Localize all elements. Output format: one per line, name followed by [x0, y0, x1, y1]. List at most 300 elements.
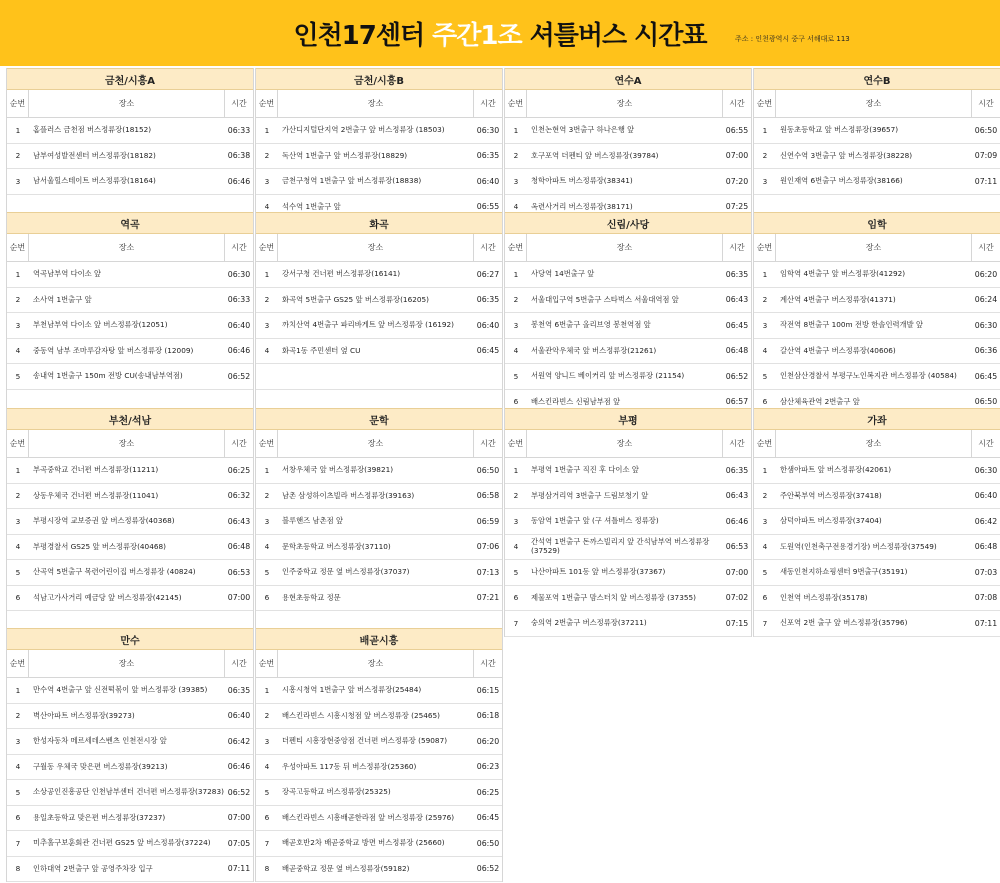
column-header: [256, 650, 502, 678]
stop-number: 3: [15, 176, 21, 186]
column-header: [505, 234, 751, 262]
stop-place: 소사역 1번출구 앞: [33, 294, 92, 304]
stop-number: 1: [15, 125, 21, 135]
stop-time: 07:06: [476, 542, 500, 552]
stop-place: 삼덕아파트 버스정류장(37404): [780, 516, 882, 526]
stop-number: 4: [513, 542, 519, 552]
stop-time: 07:08: [974, 593, 998, 603]
stop-number: 4: [264, 762, 270, 772]
stop-time: 06:35: [227, 685, 251, 695]
column-header-time: 시간: [729, 439, 745, 448]
stop-time: 06:30: [227, 269, 251, 279]
column-header: [505, 430, 751, 458]
table-row: [7, 857, 253, 883]
table-row: [7, 364, 253, 390]
stop-number: 2: [513, 295, 519, 305]
stop-place: 인천논현역 3번출구 하나은행 앞: [531, 125, 635, 135]
stop-place: 숭의역 2번출구 버스정류장(37211): [531, 618, 647, 628]
stop-time: 07:21: [476, 593, 500, 603]
table-row: [754, 144, 1000, 170]
table-row: [7, 535, 253, 561]
table-row: [754, 535, 1000, 561]
route-name: 임학: [754, 212, 1000, 234]
route-section: [255, 408, 503, 637]
route-name: 만수: [7, 628, 253, 650]
column-header-place: 장소: [776, 90, 972, 117]
stop-number: 7: [513, 618, 519, 628]
table-row: [7, 755, 253, 781]
stop-place: 산곡역 5번출구 목련어린이집 버스정류장 (40824): [33, 567, 196, 577]
table-row: [256, 535, 502, 561]
stop-place: 부평시장역 교보증권 앞 버스정류장(40368): [33, 516, 175, 526]
stop-time: 07:00: [227, 593, 251, 603]
stop-place: 갈산역 4번출구 버스정류장(40606): [780, 345, 896, 355]
stop-number: 4: [762, 542, 768, 552]
stop-number: 4: [264, 346, 270, 356]
column-header-no: 순번: [7, 650, 29, 677]
stop-number: 3: [15, 736, 21, 746]
column-header-no: 순번: [754, 234, 776, 261]
column-header: [7, 90, 253, 118]
column-header-no: 순번: [256, 650, 278, 677]
route-section: [255, 628, 503, 882]
stop-number: 5: [762, 567, 768, 577]
column-header-time: 시간: [729, 99, 745, 108]
stop-time: 06:23: [476, 762, 500, 772]
stop-place: 중동역 남부 조마루감자탕 앞 버스정류장 (12009): [33, 345, 194, 355]
stop-time: 06:48: [227, 542, 251, 552]
stop-number: 3: [513, 516, 519, 526]
stop-time: 06:50: [476, 465, 500, 475]
stop-place: 독산역 1번출구 앞 버스정류장(18829): [282, 150, 408, 160]
stop-time: 06:15: [476, 685, 500, 695]
stop-time: 06:52: [227, 371, 251, 381]
stop-time: 06:43: [227, 516, 251, 526]
stop-number: 2: [762, 491, 768, 501]
stop-number: 1: [15, 685, 21, 695]
column-header: [505, 90, 751, 118]
stop-time: 06:45: [476, 346, 500, 356]
stop-time: 06:40: [476, 176, 500, 186]
stop-place: 부평역 1번출구 직진 후 다이소 앞: [531, 465, 639, 475]
stop-place: 부평경찰서 GS25 앞 버스정류장(40468): [33, 541, 166, 551]
stop-number: 6: [762, 593, 768, 603]
route-name: 배곧시흥: [256, 628, 502, 650]
stop-number: 3: [264, 320, 270, 330]
stop-place: 봉천역 6번출구 올리브영 봉천역점 앞: [531, 320, 651, 330]
table-row: [505, 364, 751, 390]
stop-number: 2: [762, 151, 768, 161]
route-section: [255, 212, 503, 415]
stop-place: 옥련사거리 버스정류장(38171): [531, 201, 633, 211]
stop-place: 홈플러스 금천점 버스정류장(18152): [33, 125, 152, 135]
table-row: [505, 535, 751, 561]
stop-number: 1: [15, 269, 21, 279]
stop-place: 용일초등학교 맞은편 버스정류장(37237): [33, 812, 166, 822]
stop-number: 2: [264, 491, 270, 501]
column-header: [256, 234, 502, 262]
route-name: 연수B: [754, 68, 1000, 90]
stop-time: 06:43: [725, 491, 749, 501]
column-header-place: 장소: [278, 234, 474, 261]
stop-place: 블루핸즈 남촌점 앞: [282, 516, 344, 526]
route-section: [6, 628, 254, 882]
stop-time: 07:09: [974, 151, 998, 161]
column-header-place: 장소: [776, 234, 972, 261]
route-name: 연수A: [505, 68, 751, 90]
stop-number: 4: [264, 542, 270, 552]
stop-time: 06:48: [725, 346, 749, 356]
stop-number: 4: [264, 202, 270, 212]
stop-number: 3: [264, 176, 270, 186]
route-name: 금천/시흥A: [7, 68, 253, 90]
stop-number: 1: [264, 465, 270, 475]
stop-number: 2: [15, 295, 21, 305]
stop-number: 4: [15, 346, 21, 356]
stop-time: 07:00: [227, 813, 251, 823]
stop-number: 2: [762, 295, 768, 305]
stop-number: 7: [762, 618, 768, 628]
stop-place: 화곡1동 주민센터 옆 CU: [282, 345, 361, 355]
table-row: [7, 704, 253, 730]
stop-time: 07:02: [725, 593, 749, 603]
table-row: [7, 339, 253, 365]
column-header-no: 순번: [256, 430, 278, 457]
stop-number: 2: [264, 295, 270, 305]
table-row: [256, 806, 502, 832]
column-header-time: 시간: [231, 243, 247, 252]
column-header-time: 시간: [978, 99, 994, 108]
column-header-place: 장소: [29, 90, 225, 117]
route-section: [753, 212, 1000, 415]
stop-number: 2: [513, 491, 519, 501]
table-row: [256, 704, 502, 730]
column-header-no: 순번: [7, 430, 29, 457]
stop-place: 남부여성발전센터 버스정류장(18182): [33, 150, 156, 160]
table-row: [7, 560, 253, 586]
stop-number: 5: [15, 567, 21, 577]
stop-time: 06:30: [974, 465, 998, 475]
stop-time: 06:40: [227, 711, 251, 721]
table-row: [505, 611, 751, 637]
column-header-place: 장소: [278, 430, 474, 457]
route-section: [6, 68, 254, 220]
stop-number: 6: [762, 397, 768, 407]
table-row: [256, 144, 502, 170]
stop-number: 5: [264, 567, 270, 577]
column-header: [754, 430, 1000, 458]
stop-time: 06:33: [227, 295, 251, 305]
stop-place: 배스킨라빈스 시흥배곧한라점 앞 버스정류장 (25976): [282, 812, 455, 822]
stop-number: 6: [513, 397, 519, 407]
stop-time: 06:43: [725, 295, 749, 305]
stop-time: 07:00: [725, 567, 749, 577]
stop-time: 06:59: [476, 516, 500, 526]
column-header-time: 시간: [480, 659, 496, 668]
stop-place: 청학아파트 버스정류장(38341): [531, 176, 633, 186]
column-header-place: 장소: [776, 430, 972, 457]
stop-place: 호구포역 더펜티 앞 버스정류장(39784): [531, 150, 659, 160]
stop-number: 7: [264, 838, 270, 848]
address-text: 주소 : 인천광역시 중구 서해대로 113: [735, 35, 850, 43]
stop-place: 석남고가사거리 예금당 앞 버스정류장(42145): [33, 592, 182, 602]
stop-place: 용현초등학교 정문: [282, 592, 341, 602]
stop-place: 서울관악우체국 앞 버스정류장(21261): [531, 345, 657, 355]
table-row: [754, 339, 1000, 365]
stop-time: 07:20: [725, 176, 749, 186]
stop-place: 석수역 1번출구 앞: [282, 201, 341, 211]
stop-number: 8: [264, 864, 270, 874]
table-row: [7, 678, 253, 704]
route-section: [753, 68, 1000, 220]
stop-place: 새동인천지하쇼핑센터 9번출구(35191): [780, 567, 908, 577]
table-row: [505, 484, 751, 510]
stop-time: 06:32: [227, 491, 251, 501]
route-section: [6, 408, 254, 637]
table-row: [505, 458, 751, 484]
route-name: 역곡: [7, 212, 253, 234]
stop-number: 4: [15, 542, 21, 552]
stop-place: 더펜티 시흥장현중앙점 건너편 버스정류장 (59087): [282, 736, 448, 746]
stop-time: 06:53: [227, 567, 251, 577]
table-row: [256, 560, 502, 586]
stop-time: 07:05: [227, 838, 251, 848]
column-header-no: 순번: [754, 90, 776, 117]
stop-place: 도원역(인천축구전용경기장) 버스정류장(37549): [780, 541, 937, 551]
stop-number: 3: [513, 320, 519, 330]
table-row: [7, 806, 253, 832]
stop-time: 06:24: [974, 295, 998, 305]
stop-place: 배곧호반2차 배곧중학교 방면 버스정류장 (25660): [282, 838, 445, 848]
route-section: [255, 68, 503, 220]
stop-place: 원동초등학교 앞 버스정류장(39657): [780, 125, 899, 135]
table-row: [7, 118, 253, 144]
column-header-place: 장소: [278, 650, 474, 677]
stop-number: 6: [264, 593, 270, 603]
stop-number: 1: [513, 125, 519, 135]
stop-number: 5: [15, 787, 21, 797]
stop-place: 우성아파트 117동 뒤 버스정류장(25360): [282, 761, 417, 771]
stop-place: 서원역 양니드 베이커리 앞 버스정류장 (21154): [531, 371, 685, 381]
stop-number: 4: [513, 346, 519, 356]
stop-number: 1: [513, 269, 519, 279]
table-row: [754, 313, 1000, 339]
stop-number: 2: [15, 711, 21, 721]
stop-time: 06:18: [476, 711, 500, 721]
stop-number: 5: [513, 567, 519, 577]
route-name: 부천/석남: [7, 408, 253, 430]
table-row: [7, 484, 253, 510]
stop-time: 06:40: [227, 320, 251, 330]
stop-time: 06:40: [974, 491, 998, 501]
stop-number: 4: [762, 346, 768, 356]
table-row: [505, 118, 751, 144]
column-header-time: 시간: [480, 99, 496, 108]
stop-time: 06:35: [725, 269, 749, 279]
table-row: [256, 313, 502, 339]
table-row: [754, 262, 1000, 288]
stop-number: 4: [513, 202, 519, 212]
stop-place: 화곡역 5번출구 GS25 앞 버스정류장(16205): [282, 294, 429, 304]
stop-time: 07:03: [974, 567, 998, 577]
table-row: [754, 586, 1000, 612]
stop-time: 06:46: [227, 762, 251, 772]
stop-time: 06:42: [974, 516, 998, 526]
stop-number: 2: [264, 151, 270, 161]
column-header-place: 장소: [527, 234, 723, 261]
stop-time: 06:52: [227, 787, 251, 797]
column-header: [256, 430, 502, 458]
stop-time: 06:55: [725, 125, 749, 135]
route-name: 신림/사당: [505, 212, 751, 234]
table-row: [7, 313, 253, 339]
stop-time: 06:52: [725, 371, 749, 381]
stop-place: 까치산역 4번출구 파리바게트 앞 버스정류장 (16192): [282, 320, 455, 330]
stop-time: 06:35: [725, 465, 749, 475]
stop-time: 06:50: [974, 397, 998, 407]
stop-place: 인천역 버스정류장(35178): [780, 592, 868, 602]
stop-time: 06:55: [476, 202, 500, 212]
stop-time: 06:46: [725, 516, 749, 526]
column-header: [754, 234, 1000, 262]
table-row: [256, 509, 502, 535]
stop-number: 1: [513, 465, 519, 475]
route-section: [753, 408, 1000, 637]
stop-number: 2: [513, 151, 519, 161]
table-row: [256, 262, 502, 288]
stop-place: 임학역 4번출구 앞 버스정류장(41292): [780, 269, 906, 279]
header-banner: [0, 0, 1000, 66]
column-header-time: 시간: [978, 243, 994, 252]
stop-place: 서울대입구역 5번출구 스타벅스 서울대역점 앞: [531, 294, 679, 304]
table-row: [505, 560, 751, 586]
column-header-place: 장소: [29, 430, 225, 457]
stop-time: 06:58: [476, 491, 500, 501]
stop-number: 6: [513, 593, 519, 603]
stop-place: 인천삼산경찰서 부평구노인복지관 버스정류장 (40584): [780, 371, 957, 381]
stop-time: 06:20: [974, 269, 998, 279]
stop-place: 소상공인진흥공단 인천남부센터 건너편 버스정류장(37283): [33, 787, 224, 797]
table-row: [256, 857, 502, 883]
stop-number: 2: [15, 151, 21, 161]
stop-place: 사당역 14번출구 앞: [531, 269, 595, 279]
stop-number: 5: [762, 371, 768, 381]
stop-place: 제물포역 1번출구 맘스터치 앞 버스정류장 (37355): [531, 592, 696, 602]
stop-time: 06:52: [476, 864, 500, 874]
stop-time: 06:57: [725, 397, 749, 407]
table-row: [505, 509, 751, 535]
table-row: [754, 169, 1000, 195]
table-row: [505, 169, 751, 195]
stop-number: 3: [762, 320, 768, 330]
stop-number: 1: [264, 685, 270, 695]
table-row: [256, 288, 502, 314]
stop-number: 2: [264, 711, 270, 721]
table-row: [256, 780, 502, 806]
stop-time: 06:40: [476, 320, 500, 330]
stop-time: 07:25: [725, 202, 749, 212]
table-row: [7, 780, 253, 806]
stop-number: 6: [15, 593, 21, 603]
stop-number: 1: [762, 269, 768, 279]
table-row: [754, 484, 1000, 510]
column-header-time: 시간: [231, 439, 247, 448]
column-header-place: 장소: [29, 650, 225, 677]
stop-place: 남촌 삼성하이츠빌라 버스정류장(39163): [282, 490, 415, 500]
stop-number: 5: [513, 371, 519, 381]
stop-number: 3: [264, 516, 270, 526]
table-row: [256, 169, 502, 195]
table-row: [7, 586, 253, 612]
stop-number: 3: [264, 736, 270, 746]
stop-time: 06:33: [227, 125, 251, 135]
stop-number: 3: [513, 176, 519, 186]
stop-time: 06:27: [476, 269, 500, 279]
stop-time: 06:36: [974, 346, 998, 356]
stop-place: 가산디지털단지역 2번출구 앞 버스정류장 (18503): [282, 125, 445, 135]
table-row: [754, 364, 1000, 390]
stop-place: 시흥시청역 1번출구 앞 버스정류장(25484): [282, 685, 422, 695]
stop-number: 4: [15, 762, 21, 772]
stop-time: 06:35: [476, 151, 500, 161]
stop-place: 구월동 우체국 맞은편 버스정류장(39213): [33, 761, 168, 771]
stop-time: 07:15: [725, 618, 749, 628]
column-header-no: 순번: [256, 234, 278, 261]
stop-place: 삼산체육관역 2번출구 앞: [780, 396, 860, 406]
table-row: [256, 755, 502, 781]
stop-time: 07:00: [725, 151, 749, 161]
table-row: [7, 458, 253, 484]
route-section: [504, 212, 752, 415]
route-section: [6, 212, 254, 415]
stop-number: 3: [762, 176, 768, 186]
table-row: [256, 118, 502, 144]
stop-number: 6: [15, 813, 21, 823]
stop-place: 장곡고등학교 버스정류장(25325): [282, 787, 391, 797]
column-header: [7, 430, 253, 458]
table-row: [505, 262, 751, 288]
stop-place: 나산아파트 101동 앞 버스정류장(37367): [531, 567, 666, 577]
stop-place: 미추홀구보훈회관 건너편 GS25 앞 버스정류장(37224): [33, 838, 211, 848]
stop-place: 신연수역 3번출구 앞 버스정류장(38228): [780, 150, 913, 160]
stop-number: 8: [15, 864, 21, 874]
stop-place: 원인재역 6번출구 버스정류장(38166): [780, 176, 903, 186]
table-row: [7, 262, 253, 288]
stop-place: 부천남부역 다이소 앞 버스정류장(12051): [33, 320, 168, 330]
column-header-time: 시간: [729, 243, 745, 252]
table-row: [505, 586, 751, 612]
column-header: [754, 90, 1000, 118]
stop-place: 송내역 1번출구 150m 전방 CU(송내남부역점): [33, 371, 183, 381]
table-row: [7, 831, 253, 857]
stop-number: 1: [264, 269, 270, 279]
stop-time: 06:45: [725, 320, 749, 330]
stop-place: 계산역 4번출구 버스정류장(41371): [780, 294, 896, 304]
table-row: [754, 509, 1000, 535]
route-name: 문학: [256, 408, 502, 430]
stop-number: 2: [15, 491, 21, 501]
column-header-no: 순번: [754, 430, 776, 457]
column-header-place: 장소: [527, 90, 723, 117]
stop-place: 부곡중학교 건너편 버스정류장(11211): [33, 465, 159, 475]
stop-time: 06:45: [974, 371, 998, 381]
stop-time: 06:48: [974, 542, 998, 552]
table-row: [256, 484, 502, 510]
column-header-no: 순번: [256, 90, 278, 117]
column-header-time: 시간: [231, 659, 247, 668]
column-header-place: 장소: [278, 90, 474, 117]
stop-number: 7: [15, 838, 21, 848]
